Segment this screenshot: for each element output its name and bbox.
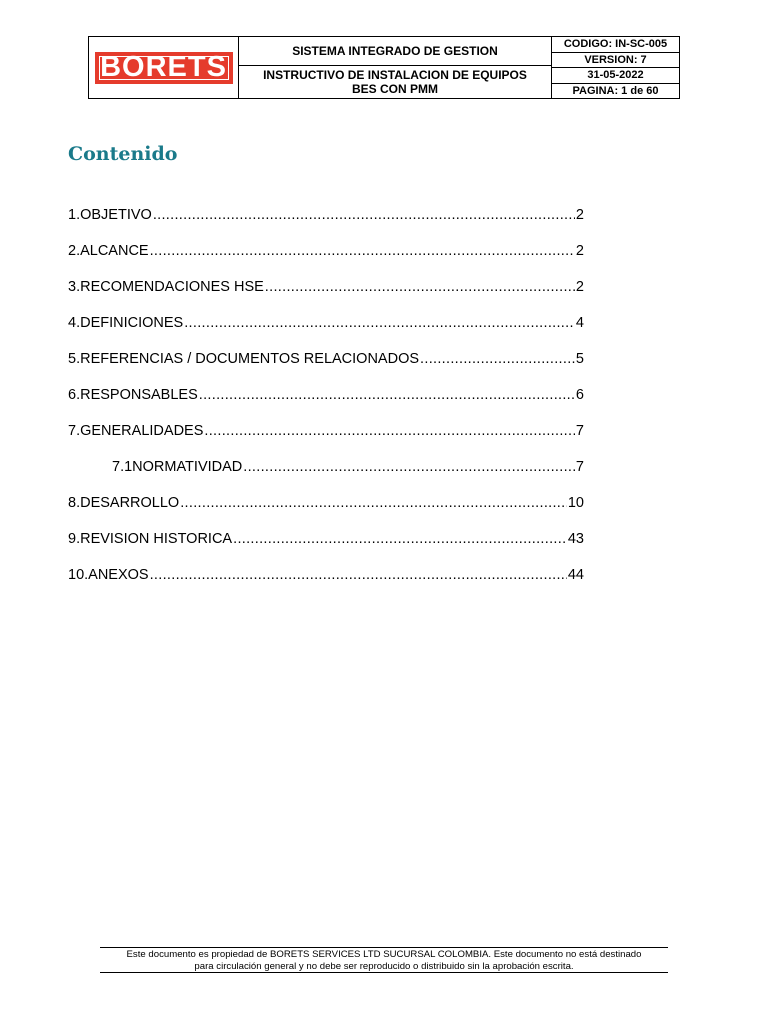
document-title-line2: BES CON PMM	[351, 82, 438, 96]
toc-entry-page: 5	[575, 351, 584, 367]
toc-leader-dots	[243, 459, 575, 475]
toc-entry-referencias[interactable]	[68, 341, 584, 377]
confidentiality-footer	[100, 947, 668, 973]
toc-entry-label: 7.GENERALIDADES	[68, 423, 204, 439]
toc-entry-page: 6	[575, 387, 584, 403]
toc-entry-alcance[interactable]	[68, 233, 584, 269]
borets-logo	[95, 52, 233, 84]
toc-leader-dots	[420, 351, 575, 367]
document-date: 31-05-2022	[552, 68, 679, 84]
document-version: VERSION: 7	[552, 53, 679, 69]
toc-entry-label: 3.RECOMENDACIONES HSE	[68, 279, 264, 295]
toc-leader-dots	[150, 567, 567, 583]
toc-entry-page: 4	[575, 315, 584, 331]
toc-entry-page: 10	[567, 495, 584, 511]
toc-entry-recomendaciones-hse[interactable]	[68, 269, 584, 305]
document-title-line1: INSTRUCTIVO DE INSTALACION DE EQUIPOS	[263, 68, 527, 82]
toc-entry-responsables[interactable]	[68, 377, 584, 413]
toc-heading: Contenido	[68, 143, 178, 165]
toc-entry-objetivo[interactable]	[68, 197, 584, 233]
toc-entry-normatividad[interactable]	[68, 449, 584, 485]
toc-entry-page: 43	[567, 531, 584, 547]
toc-entry-label: 5.REFERENCIAS / DOCUMENTOS RELACIONADOS	[68, 351, 420, 367]
system-title: SISTEMA INTEGRADO DE GESTION	[239, 37, 551, 66]
toc-entry-revision-historica[interactable]	[68, 521, 584, 557]
toc-entry-page: 2	[575, 279, 584, 295]
document-code: CODIGO: IN-SC-005	[552, 37, 679, 53]
toc-entry-label: 9.REVISION HISTORICA	[68, 531, 233, 547]
toc-entry-label: 7.1NORMATIVIDAD	[112, 459, 243, 475]
toc-leader-dots	[153, 207, 575, 223]
footer-line2: para circulación general y no debe ser reproducido o distribuido sin la aprobación escrita.	[194, 961, 574, 972]
toc-entry-label: 8.DESARROLLO	[68, 495, 180, 511]
footer-line1: Este documento es propiedad de BORETS SERVICES LTD SUCURSAL COLOMBIA. Este documento no está destinado	[126, 949, 642, 960]
table-of-contents	[68, 197, 584, 593]
toc-leader-dots	[233, 531, 567, 547]
toc-entry-label: 2.ALCANCE	[68, 243, 149, 259]
toc-entry-generalidades[interactable]	[68, 413, 584, 449]
toc-leader-dots	[180, 495, 567, 511]
toc-leader-dots	[204, 423, 575, 439]
toc-entry-definiciones[interactable]	[68, 305, 584, 341]
document-header	[88, 36, 680, 99]
toc-entry-label: 10.ANEXOS	[68, 567, 149, 583]
page-indicator: PAGINA: 1 de 60	[572, 84, 659, 97]
toc-leader-dots	[184, 315, 575, 331]
toc-entry-label: 6.RESPONSABLES	[68, 387, 198, 403]
document-title	[239, 66, 551, 98]
toc-leader-dots	[265, 279, 575, 295]
toc-entry-page: 2	[575, 207, 584, 223]
logo-text: BORETS	[100, 51, 227, 83]
toc-entry-page: 7	[575, 423, 584, 439]
toc-entry-anexos[interactable]	[68, 557, 584, 593]
toc-leader-dots	[150, 243, 575, 259]
logo-cell	[89, 37, 239, 98]
toc-entry-label: 4.DEFINICIONES	[68, 315, 184, 331]
toc-entry-label: 1.OBJETIVO	[68, 207, 152, 223]
meta-cell	[552, 37, 679, 98]
toc-entry-page: 44	[567, 567, 584, 583]
toc-leader-dots	[199, 387, 575, 403]
toc-entry-page: 2	[575, 243, 584, 259]
title-cell	[239, 37, 552, 98]
toc-entry-page: 7	[575, 459, 584, 475]
toc-entry-desarrollo[interactable]	[68, 485, 584, 521]
